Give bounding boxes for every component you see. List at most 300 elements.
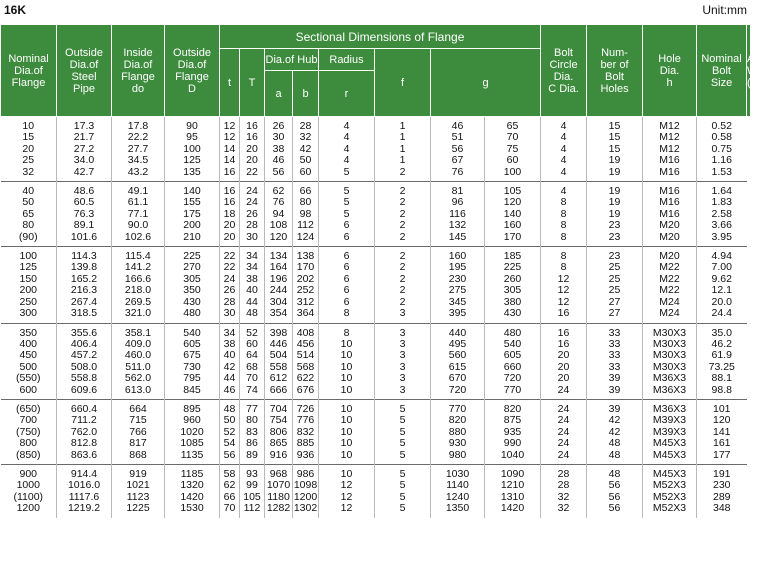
value-nominal-dia: 200 [19,284,38,297]
value-f: 3 [399,349,406,362]
cell-outside-dia-pipe [57,323,112,399]
value-r: 6 [343,272,350,285]
cell-bolt-circle [485,323,541,399]
value-g: 1240 [445,490,470,503]
value-inside-dia: 49.1 [127,185,149,198]
header-line: Flange [175,70,209,83]
value-g: 76 [451,165,464,178]
value-r: 10 [340,467,353,480]
value-hole-dia: 56 [608,490,621,503]
value-weight: 12.1 [711,284,732,297]
value-b: 1302 [293,502,318,515]
value-f: 5 [399,437,406,450]
value-bolt-holes: 8 [560,219,567,232]
value-T: 93 [246,467,258,480]
header-a: a [265,71,293,117]
value-g: 160 [448,250,467,263]
value-bolt-holes: 16 [557,337,570,350]
value-g: 615 [448,360,467,373]
value-bolt-size: M22 [659,261,680,274]
cell-bolt-holes [541,117,587,182]
value-a: 806 [269,425,288,438]
value-hole-dia: 25 [608,261,621,274]
value-hole-dia: 23 [608,219,621,232]
table-row-group [1,464,751,517]
value-a: 558 [269,360,288,373]
header-line: Pipe [72,82,96,95]
value-outside-dia-pipe: 216.3 [70,284,98,297]
header-line: Outside [65,46,103,59]
value-t: 46 [223,383,236,396]
value-r: 8 [343,307,350,320]
value-bolt-size: M30X3 [652,337,687,350]
header-sectional-dimensions: Sectional Dimensions of Flange [220,25,541,49]
value-t: 14 [223,154,236,167]
value-r: 10 [340,360,353,373]
value-a: 26 [272,120,285,132]
value-f: 2 [399,261,406,274]
value-outside-dia-flange: 175 [183,207,201,220]
header-line: C Dia. [548,82,579,95]
value-bolt-circle: 105 [503,185,522,198]
value-t: 20 [223,230,236,243]
cell-bolt-holes [541,464,587,517]
value-bolt-holes: 24 [557,437,570,450]
value-outside-dia-pipe: 1117.6 [68,490,100,503]
value-a: 62 [272,185,285,198]
value-bolt-circle: 305 [503,284,522,297]
value-f: 1 [399,154,406,167]
header-bolt-size [697,25,747,117]
value-r: 5 [343,207,350,220]
header-line: Dia. [553,70,574,83]
cell-r [319,464,375,517]
value-inside-dia: 22.2 [127,131,149,144]
value-g: 880 [448,425,467,438]
value-t: 44 [223,372,236,385]
value-nominal-dia: 600 [19,383,38,396]
cell-b [293,323,319,399]
cell-outside-dia-flange [165,182,220,247]
cell-weight [697,464,747,517]
value-inside-dia: 919 [129,467,147,480]
value-bolt-circle: 480 [503,326,522,339]
value-r: 6 [343,261,350,274]
value-outside-dia-flange: 305 [183,272,201,285]
pressure-grade-label: 16K [4,3,27,17]
value-b: 514 [296,349,315,362]
value-bolt-circle: 380 [503,295,522,308]
value-weight: 88.1 [711,372,732,385]
value-f: 2 [399,230,406,243]
header-bolt-circle [541,25,587,117]
value-bolt-size: M12 [659,142,680,155]
value-nominal-dia: 1200 [16,502,40,515]
value-weight: 289 [713,490,731,503]
header-radius: Radius [319,49,375,71]
value-bolt-size: M45X3 [652,467,687,480]
value-r: 8 [343,326,350,339]
value-nominal-dia: 700 [19,414,38,427]
value-weight: 1.53 [711,165,732,178]
value-T: 68 [246,360,258,373]
value-inside-dia: 90.0 [127,219,149,232]
cell-g [431,182,485,247]
value-bolt-circle: 540 [503,337,522,350]
value-g: 195 [448,261,467,274]
cell-t [220,464,240,517]
value-t: 12 [223,131,236,144]
cell-T [240,464,265,517]
cell-b [293,117,319,182]
value-a: 38 [272,142,285,155]
value-outside-dia-pipe: 17.3 [73,120,95,132]
value-bolt-circle: 140 [503,207,522,220]
value-r: 6 [343,219,350,232]
header-line: Hole [658,52,681,65]
value-bolt-holes: 20 [557,372,570,385]
value-a: 1282 [266,502,291,515]
value-b: 32 [299,131,312,144]
value-r: 10 [340,383,353,396]
value-outside-dia-pipe: 60.5 [73,196,95,209]
value-nominal-dia: 10 [22,120,35,132]
value-a: 612 [269,372,288,385]
value-inside-dia: 321.0 [124,307,152,320]
value-t: 16 [223,185,236,198]
value-hole-dia: 56 [608,502,621,515]
value-T: 26 [246,207,258,220]
cell-bolt-size [643,323,697,399]
value-hole-dia: 19 [608,207,621,220]
value-bolt-circle: 430 [503,307,522,320]
value-b: 98 [299,207,312,220]
cell-inside-dia [112,247,165,323]
value-outside-dia-flange: 200 [183,219,201,232]
value-t: 56 [223,448,236,461]
value-bolt-size: M52X3 [652,490,687,503]
cell-inside-dia [112,464,165,517]
value-bolt-circle: 225 [503,261,522,274]
header-outside-dia-pipe [57,25,112,117]
value-T: 24 [246,196,258,209]
value-b: 936 [296,448,315,461]
value-t: 38 [223,337,236,350]
header-line: Weight [747,64,782,77]
value-a: 94 [272,207,285,220]
value-a: 56 [272,165,285,178]
value-nominal-dia: 50 [22,196,35,209]
value-hole-dia: 48 [608,448,621,461]
header-line: do [131,82,145,95]
header-g: g [431,49,541,117]
value-r: 5 [343,165,350,178]
value-bolt-circle: 720 [503,372,522,385]
value-nominal-dia: 400 [19,337,38,350]
value-outside-dia-flange: 1135 [180,448,204,461]
value-hole-dia: 19 [608,165,621,178]
value-bolt-size: M30X3 [652,349,687,362]
header-r: r [319,71,375,117]
cell-outside-dia-pipe [57,247,112,323]
value-bolt-holes: 12 [557,295,570,308]
value-weight: 7.00 [711,261,732,274]
cell-outside-dia-pipe [57,399,112,464]
value-a: 134 [269,250,288,263]
cell-hole-dia [587,464,643,517]
value-b: 80 [299,196,312,209]
value-a: 76 [272,196,285,209]
value-inside-dia: 218.0 [124,284,152,297]
cell-f [375,182,431,247]
header-line: Dia.of [123,58,153,71]
header-line: Dia. [659,64,680,77]
top-bar [0,0,751,22]
value-b: 42 [299,142,312,155]
value-a: 30 [272,131,285,144]
cell-bolt-holes [541,323,587,399]
value-a: 164 [269,261,288,274]
value-hole-dia: 15 [608,131,621,144]
value-weight: 120 [713,414,731,427]
value-g: 51 [451,131,464,144]
value-bolt-circle: 160 [503,219,522,232]
header-hole-dia [643,25,697,117]
value-weight: 1.64 [711,185,732,198]
cell-T [240,182,265,247]
value-bolt-circle: 1040 [500,448,525,461]
value-a: 504 [269,349,288,362]
value-inside-dia: 1021 [126,479,150,492]
value-b: 364 [296,307,315,320]
header-inside-dia [112,25,165,117]
value-bolt-size: M20 [659,230,680,243]
value-outside-dia-flange: 350 [183,284,201,297]
header-T: T [240,49,265,117]
value-t: 40 [223,349,236,362]
value-bolt-size: M22 [659,272,680,285]
value-a: 108 [269,219,288,232]
value-a: 916 [269,448,288,461]
value-f: 2 [399,185,406,198]
value-g: 395 [448,307,467,320]
cell-f [375,117,431,182]
value-weight: 161 [713,437,731,450]
value-t: 52 [223,425,236,438]
value-r: 6 [343,284,350,297]
value-hole-dia: 33 [608,337,621,350]
value-outside-dia-flange: 125 [183,154,201,167]
value-outside-dia-flange: 845 [183,383,201,396]
value-bolt-size: M24 [659,295,680,308]
value-bolt-holes: 16 [557,326,570,339]
value-nominal-dia: 125 [19,261,38,274]
value-f: 1 [399,142,406,155]
value-a: 196 [269,272,288,285]
value-f: 2 [399,207,406,220]
value-b: 456 [296,337,315,350]
header-line: Holes [600,82,629,95]
value-t: 28 [223,295,236,308]
value-f: 2 [399,165,406,178]
value-r: 5 [343,185,350,198]
value-b: 60 [299,165,312,178]
value-t: 50 [223,414,236,427]
cell-g [431,247,485,323]
value-bolt-holes: 4 [560,131,567,144]
value-bolt-holes: 32 [557,502,570,515]
value-outside-dia-pipe: 762.0 [70,425,98,438]
value-r: 6 [343,230,350,243]
value-g: 770 [448,402,467,415]
cell-b [293,247,319,323]
header-line: Flange [121,70,155,83]
value-bolt-holes: 12 [557,284,570,297]
value-weight: 35.0 [711,326,732,339]
cell-f [375,464,431,517]
value-bolt-holes: 24 [557,425,570,438]
value-nominal-dia: 32 [22,165,35,178]
value-hole-dia: 27 [608,295,621,308]
value-outside-dia-pipe: 42.7 [73,165,95,178]
value-bolt-circle: 120 [503,196,522,209]
value-T: 52 [246,326,258,339]
cell-weight [697,182,747,247]
value-T: 77 [246,402,258,415]
value-t: 42 [223,360,236,373]
value-weight: 46.2 [711,337,732,350]
value-f: 1 [399,120,406,132]
value-T: 28 [246,219,258,232]
value-r: 6 [343,250,350,263]
value-b: 252 [296,284,315,297]
value-t: 58 [223,467,236,480]
value-outside-dia-pipe: 863.6 [70,448,98,461]
value-hole-dia: 23 [608,230,621,243]
cell-g [431,117,485,182]
value-bolt-circle: 70 [506,131,519,144]
cell-T [240,117,265,182]
value-f: 5 [399,414,406,427]
value-T: 34 [246,261,258,274]
value-outside-dia-flange: 135 [183,165,201,178]
value-b: 50 [299,154,312,167]
value-g: 46 [451,120,464,132]
value-bolt-holes: 24 [557,448,570,461]
value-weight: 0.58 [711,131,732,144]
value-bolt-size: M45X3 [652,448,687,461]
value-weight: 98.8 [711,383,732,396]
value-nominal-dia: (750) [15,425,41,438]
value-bolt-size: M36X3 [652,383,687,396]
value-bolt-circle: 170 [503,230,522,243]
value-nominal-dia: (550) [15,372,41,385]
cell-hole-dia [587,323,643,399]
value-bolt-holes: 8 [560,196,567,209]
value-outside-dia-flange: 1185 [180,467,204,480]
cell-inside-dia [112,182,165,247]
cell-nominal-dia [1,399,57,464]
value-T: 30 [246,230,258,243]
value-hole-dia: 42 [608,414,621,427]
value-bolt-size: M22 [659,284,680,297]
value-b: 408 [296,326,315,339]
value-bolt-circle: 1210 [500,479,525,492]
value-weight: 1.83 [711,196,732,209]
value-hole-dia: 27 [608,307,621,320]
value-hole-dia: 15 [608,120,621,132]
value-bolt-size: M20 [659,219,680,232]
value-outside-dia-flange: 1020 [180,425,204,438]
value-outside-dia-pipe: 660.4 [70,402,98,415]
cell-r [319,182,375,247]
value-outside-dia-flange: 1530 [180,502,204,515]
cell-hole-dia [587,247,643,323]
cell-g [431,399,485,464]
value-f: 2 [399,196,406,209]
value-inside-dia: 766 [129,425,147,438]
value-f: 5 [399,425,406,438]
cell-T [240,323,265,399]
value-weight: 4.94 [711,250,732,263]
value-nominal-dia: 300 [19,307,38,320]
value-bolt-holes: 8 [560,250,567,263]
value-b: 832 [296,425,315,438]
value-g: 1140 [446,479,469,492]
value-outside-dia-pipe: 165.2 [70,272,98,285]
header-line: h [666,76,673,89]
value-outside-dia-pipe: 609.6 [70,383,98,396]
value-outside-dia-pipe: 34.0 [73,154,95,167]
value-inside-dia: 562.0 [124,372,152,385]
value-inside-dia: 166.6 [124,272,152,285]
value-outside-dia-pipe: 914.4 [70,467,98,480]
value-hole-dia: 39 [608,372,621,385]
value-T: 86 [246,437,258,450]
value-T: 64 [246,349,258,362]
value-a: 120 [269,230,288,243]
value-a: 244 [269,284,288,297]
value-T: 16 [246,131,258,144]
header-hub-dia: Dia.of Hub [265,49,319,71]
value-T: 40 [246,284,258,297]
cell-f [375,399,431,464]
value-inside-dia: 43.2 [127,165,149,178]
value-g: 145 [448,230,467,243]
header-line: Steel [71,70,97,83]
value-outside-dia-pipe: 558.8 [70,372,98,385]
value-bolt-holes: 4 [560,165,567,178]
value-g: 720 [448,383,467,396]
value-a: 304 [269,295,288,308]
value-outside-dia-pipe: 76.3 [73,207,95,220]
value-bolt-size: M39X3 [652,425,687,438]
value-t: 16 [223,196,236,209]
value-nominal-dia: 250 [19,295,38,308]
value-f: 5 [399,448,406,461]
value-T: 20 [246,154,258,167]
value-T: 20 [246,142,258,155]
value-r: 4 [343,131,350,144]
value-weight: 101 [713,402,731,415]
value-outside-dia-pipe: 812.8 [70,437,98,450]
value-weight: 61.9 [711,349,732,362]
value-bolt-circle: 1090 [500,467,525,480]
value-bolt-circle: 1420 [500,502,525,515]
table-row-group [1,323,751,399]
value-r: 5 [343,196,350,209]
header-line: Bolt [712,64,731,77]
